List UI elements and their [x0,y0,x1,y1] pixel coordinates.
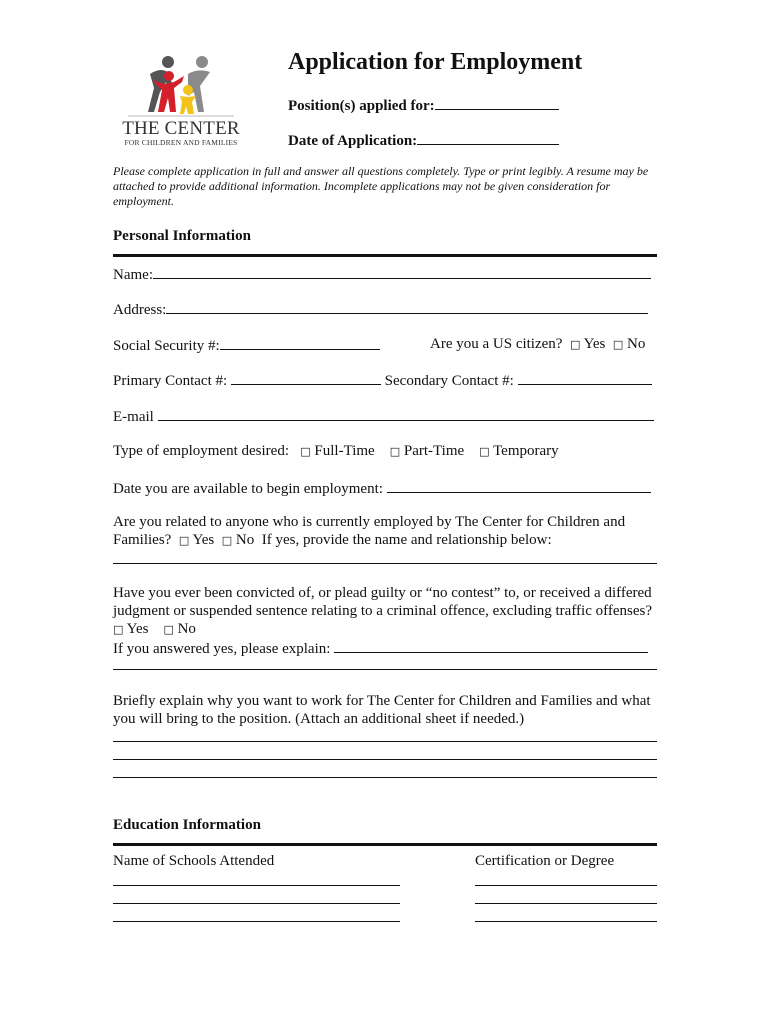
positions-row [288,95,559,115]
date-row [288,130,559,150]
why-answer-line1[interactable] [113,741,657,742]
logo-text-main: THE CENTER [122,118,240,139]
employment-type-row [113,442,559,461]
related-question-label: Families? [113,532,172,548]
school-field-3[interactable] [113,921,400,922]
primary-contact-label: Primary Contact #: [113,373,228,389]
secondary-contact-label: Secondary Contact #: [384,373,514,389]
availability-label: Date you are available to begin employment: [113,481,383,497]
positions-label: Position(s) applied for: [288,98,435,114]
part-time-checkbox[interactable]: □ [389,445,401,458]
degree-field-2[interactable] [475,903,657,904]
ssn-field[interactable] [220,335,380,350]
degree-column-header: Certification or Degree [475,853,615,869]
secondary-contact-field[interactable] [518,370,652,385]
full-time-checkbox[interactable]: □ [300,445,311,458]
school-field-1[interactable] [113,885,400,886]
date-label: Date of Application: [288,133,418,149]
organization-logo [122,52,240,152]
availability-field[interactable] [387,478,651,493]
conviction-no-checkbox[interactable]: □ [163,623,174,636]
related-no-label: No [235,532,255,548]
section-divider [113,254,657,257]
citizen-no-label: No [627,336,646,352]
citizen-label: Are you a US citizen? [430,336,563,352]
section-divider [113,843,657,846]
address-row [113,299,648,319]
explain-label: If you answered yes, please explain: [113,641,331,657]
page-title: Application for Employment [288,49,583,75]
explain-field-line2[interactable] [113,669,657,670]
name-field[interactable] [153,264,651,279]
address-label: Address: [113,302,167,318]
related-no-checkbox[interactable]: □ [221,534,233,547]
name-row [113,264,651,284]
email-row [113,406,654,426]
conviction-yes-label: Yes [126,621,149,637]
degree-field-1[interactable] [475,885,657,886]
temporary-checkbox[interactable]: □ [479,445,490,458]
logo-text-sub: FOR CHILDREN AND FAMILIES [124,138,238,147]
name-label: Name: [113,267,153,283]
availability-row [113,478,651,498]
temporary-label: Temporary [493,443,559,459]
family-figures-icon [122,52,240,118]
address-field[interactable] [166,299,648,314]
schools-column-header: Name of Schools Attended [113,853,275,869]
related-question-line2 [113,531,552,550]
citizen-yes-label: Yes [583,336,606,352]
date-field[interactable] [417,130,559,145]
related-yes-label: Yes [192,532,215,548]
conviction-question-line1: Have you ever been convicted of, or plead guilty or “no contest” to, or received a differed [113,585,652,601]
citizen-row [430,335,645,354]
part-time-label: Part-Time [403,443,465,459]
conviction-no-label: No [177,621,196,637]
related-question-line1: Are you related to anyone who is currently employed by The Center for Children and [113,514,626,530]
school-field-2[interactable] [113,903,400,904]
citizen-no-checkbox[interactable]: □ [612,338,624,351]
positions-field[interactable] [435,95,559,110]
email-label: E-mail [113,409,154,425]
conviction-yes-checkbox[interactable]: □ [113,623,124,636]
email-field[interactable] [158,406,654,421]
conviction-question-line2: judgment or suspended sentence relating to a criminal offence, excluding traffic offenses? [113,603,652,619]
explain-row [113,638,648,658]
explain-field[interactable] [334,638,648,653]
why-answer-line3[interactable] [113,777,657,778]
conviction-options [113,620,196,639]
contact-row [113,370,652,390]
ssn-row [113,335,380,355]
why-answer-line2[interactable] [113,759,657,760]
related-yes-checkbox[interactable]: □ [178,534,190,547]
related-answer-field[interactable] [113,563,657,564]
why-question-line2: you will bring to the position. (Attach an additional sheet if needed.) [113,711,525,727]
ssn-label: Social Security #: [113,338,220,354]
personal-info-heading: Personal Information [113,228,251,244]
primary-contact-field[interactable] [231,370,381,385]
related-instruction: If yes, provide the name and relationship below: [261,532,552,548]
education-heading: Education Information [113,817,261,833]
full-time-label: Full-Time [314,443,375,459]
why-question-line1: Briefly explain why you want to work for The Center for Children and Families and what [113,693,651,709]
employment-type-label: Type of employment desired: [113,443,289,459]
citizen-yes-checkbox[interactable]: □ [569,338,581,351]
degree-field-3[interactable] [475,921,657,922]
instructions: Please complete application in full and answer all questions completely. Type or print legibly. A resume may be attached to provide additional information. Incomplete applications may not be given consideration for employment. [113,164,649,208]
